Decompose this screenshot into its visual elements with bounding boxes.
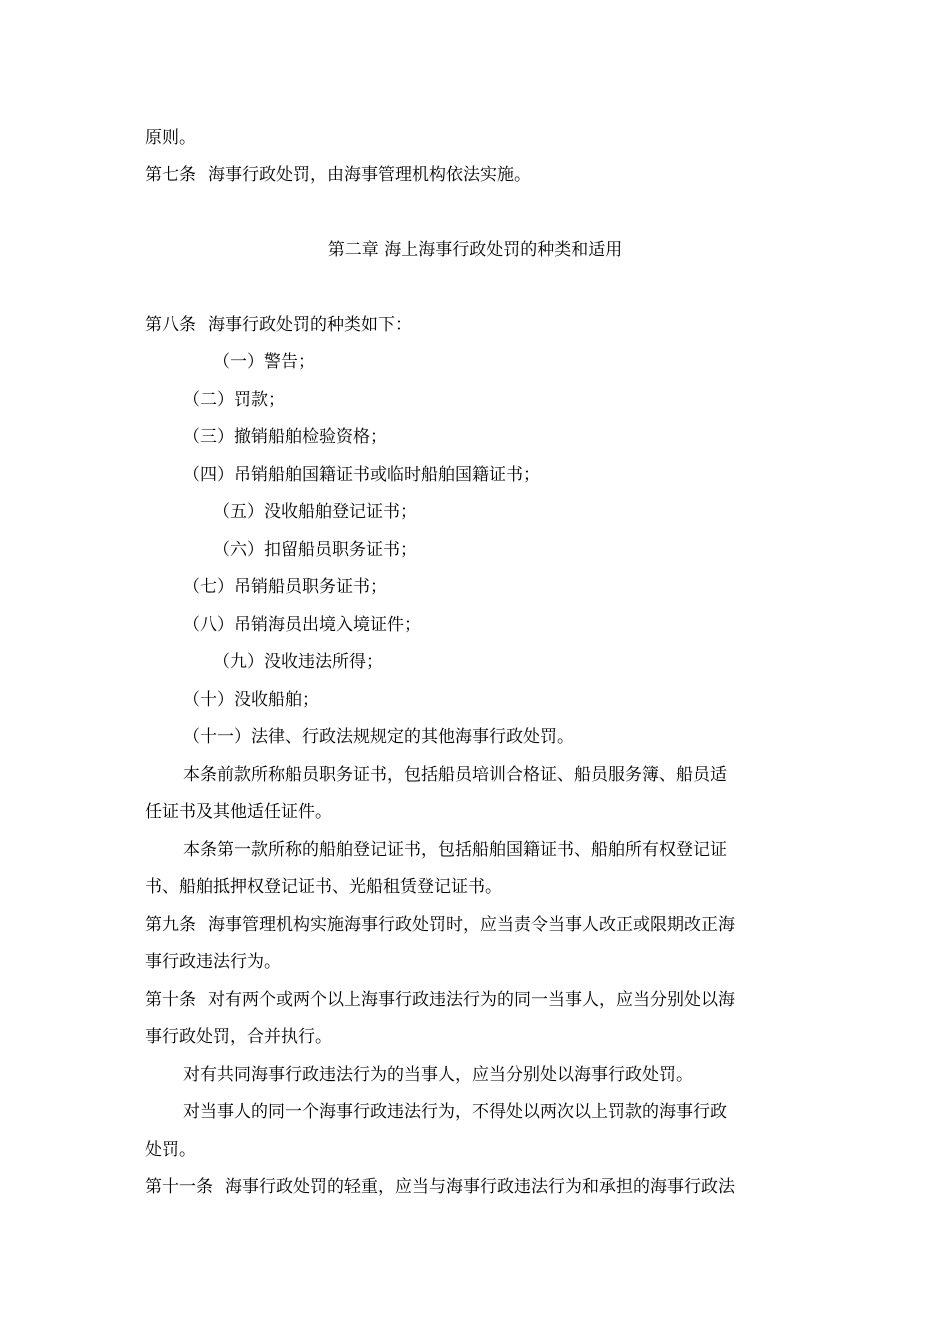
article-text: 对有两个或两个以上海事行政违法行为的同一当事人，应当分别处以海 [208, 990, 735, 1010]
list-item: （十）没收船舶； [183, 690, 319, 710]
paragraph-line: 书、船舶抵押权登记证书、光船租赁登记证书。 [145, 877, 502, 897]
article-heading: 第九条 [145, 915, 196, 935]
paragraph-line: 事行政违法行为。 [145, 952, 281, 972]
chapter-title: 第二章 海上海事行政处罚的种类和适用 [327, 240, 623, 260]
article-text: 海事行政处罚的种类如下： [208, 315, 412, 335]
list-item: （八）吊销海员出境入境证件； [183, 615, 421, 635]
list-item: （五）没收船舶登记证书； [213, 502, 417, 522]
list-item: （一）警告； [213, 352, 315, 372]
article-heading: 第十一条 [145, 1177, 213, 1197]
article-heading: 第七条 [145, 165, 196, 185]
article-text: 海事行政处罚，由海事管理机构依法实施。 [208, 165, 531, 185]
article-text: 海事行政处罚的轻重，应当与海事行政违法行为和承担的海事行政法 [225, 1177, 735, 1197]
paragraph-line: 本条第一款所称的船舶登记证书，包括船舶国籍证书、船舶所有权登记证 [183, 840, 727, 860]
list-item: （六）扣留船员职务证书； [213, 540, 417, 560]
article-9 [145, 915, 735, 935]
list-item: （二）罚款； [183, 390, 285, 410]
article-text: 海事管理机构实施海事行政处罚时，应当责令当事人改正或限期改正海 [208, 915, 735, 935]
paragraph-line: 任证书及其他适任证件。 [145, 802, 332, 822]
list-item: （九）没收违法所得； [213, 652, 383, 672]
article-10 [145, 990, 735, 1010]
article-heading: 第八条 [145, 315, 196, 335]
article-7 [145, 165, 531, 185]
paragraph-line: 处罚。 [145, 1140, 196, 1160]
paragraph-line: 本条前款所称船员职务证书，包括船员培训合格证、船员服务簿、船员适 [183, 765, 727, 785]
list-item: （三）撤销船舶检验资格； [183, 427, 387, 447]
text-line [145, 128, 196, 148]
paragraph-line: 对有共同海事行政违法行为的当事人，应当分别处以海事行政处罚。 [183, 1065, 693, 1085]
article-8 [145, 315, 412, 335]
list-item: （七）吊销船员职务证书； [183, 577, 387, 597]
text-segment: 原则。 [145, 128, 196, 148]
paragraph-line: 对当事人的同一个海事行政违法行为，不得处以两次以上罚款的海事行政 [183, 1102, 727, 1122]
article-11 [145, 1177, 735, 1197]
article-heading: 第十条 [145, 990, 196, 1010]
list-item: （十一）法律、行政法规规定的其他海事行政处罚。 [183, 727, 574, 747]
paragraph-line: 事行政处罚，合并执行。 [145, 1027, 332, 1047]
list-item: （四）吊销船舶国籍证书或临时船舶国籍证书； [183, 465, 540, 485]
